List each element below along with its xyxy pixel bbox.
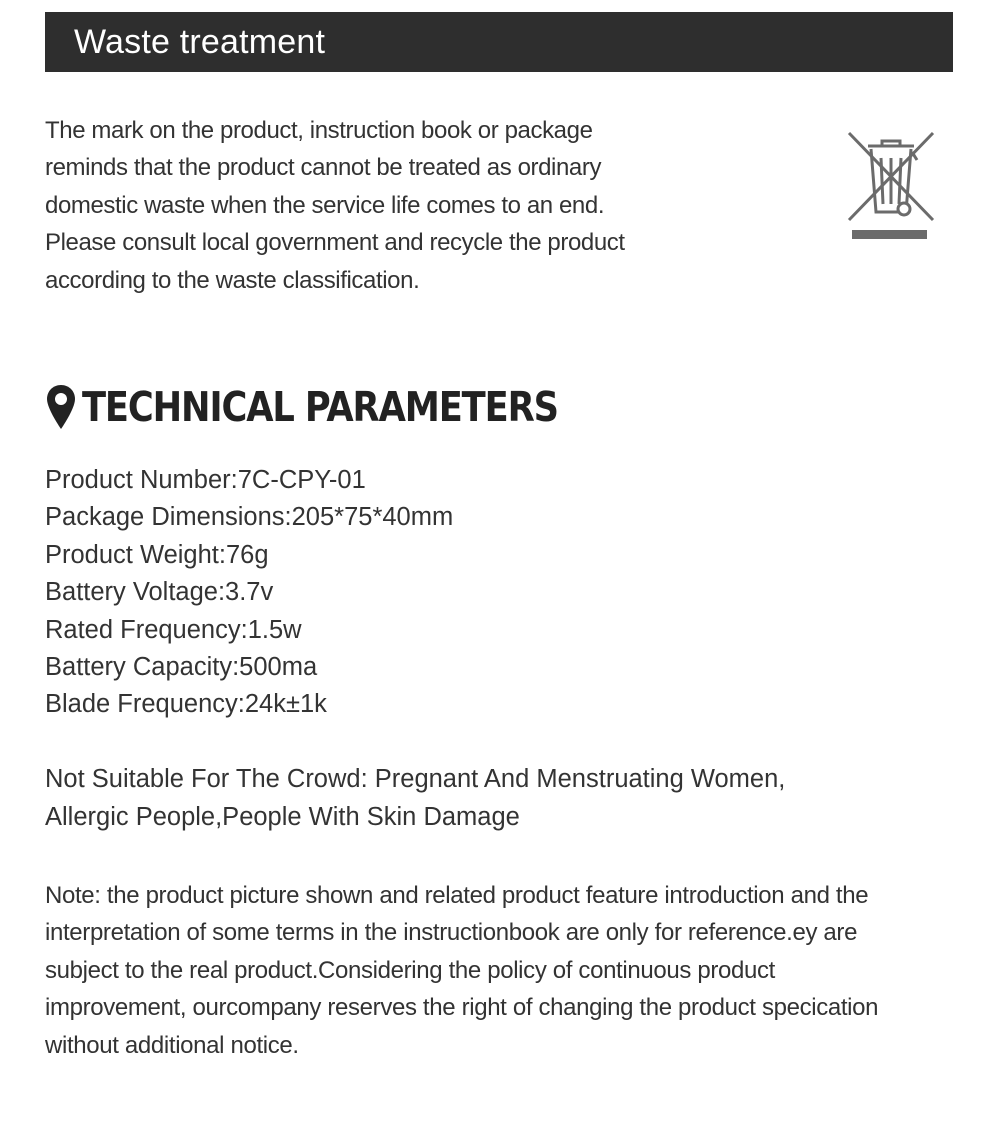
note-line: improvement, ourcompany reserves the right of changing the product specication (45, 994, 879, 1022)
crowd-line: Allergic People,People With Skin Damage (45, 803, 520, 831)
location-pin-icon (46, 383, 76, 431)
waste-line: domestic waste when the service life comes to an end. (45, 191, 605, 219)
waste-line: Please consult local government and recycle the product (45, 229, 625, 257)
technical-parameters-heading (46, 380, 635, 434)
param-blade-frequency: Blade Frequency:24k±1k (45, 690, 327, 719)
param-rated-frequency: Rated Frequency:1.5w (45, 615, 302, 644)
note-line: Note: the product picture shown and related product feature introduction and the (45, 882, 869, 909)
waste-treatment-header (45, 12, 953, 72)
note-line: without additional notice. (45, 1031, 299, 1059)
waste-treatment-description (45, 112, 705, 299)
crossed-out-wheelie-bin-icon (846, 130, 936, 242)
param-package-dimensions: Package Dimensions:205*75*40mm (45, 503, 454, 532)
product-note (45, 877, 990, 1064)
waste-line: reminds that the product cannot be treated as ordinary (45, 154, 602, 182)
param-product-weight: Product Weight:76g (45, 540, 269, 569)
technical-parameters-title: TECHNICAL PARAMETERS (82, 383, 558, 431)
note-line: subject to the real product.Considering the policy of continuous product (45, 956, 775, 984)
unsuitable-crowd-notice (45, 760, 785, 836)
waste-line: according to the waste classification. (45, 266, 420, 294)
crowd-line: Not Suitable For The Crowd: Pregnant And Menstruating Women, (45, 765, 786, 793)
param-product-number: Product Number:7C-CPY-01 (45, 466, 366, 494)
param-battery-capacity: Battery Capacity:500ma (45, 653, 318, 682)
note-line: interpretation of some terms in the instructionbook are only for reference.ey are (45, 919, 858, 947)
technical-parameters-list (45, 462, 453, 724)
param-battery-voltage: Battery Voltage:3.7v (45, 578, 274, 607)
waste-treatment-title: Waste treatment (74, 22, 326, 61)
waste-line: The mark on the product, instruction book or package (45, 117, 593, 144)
